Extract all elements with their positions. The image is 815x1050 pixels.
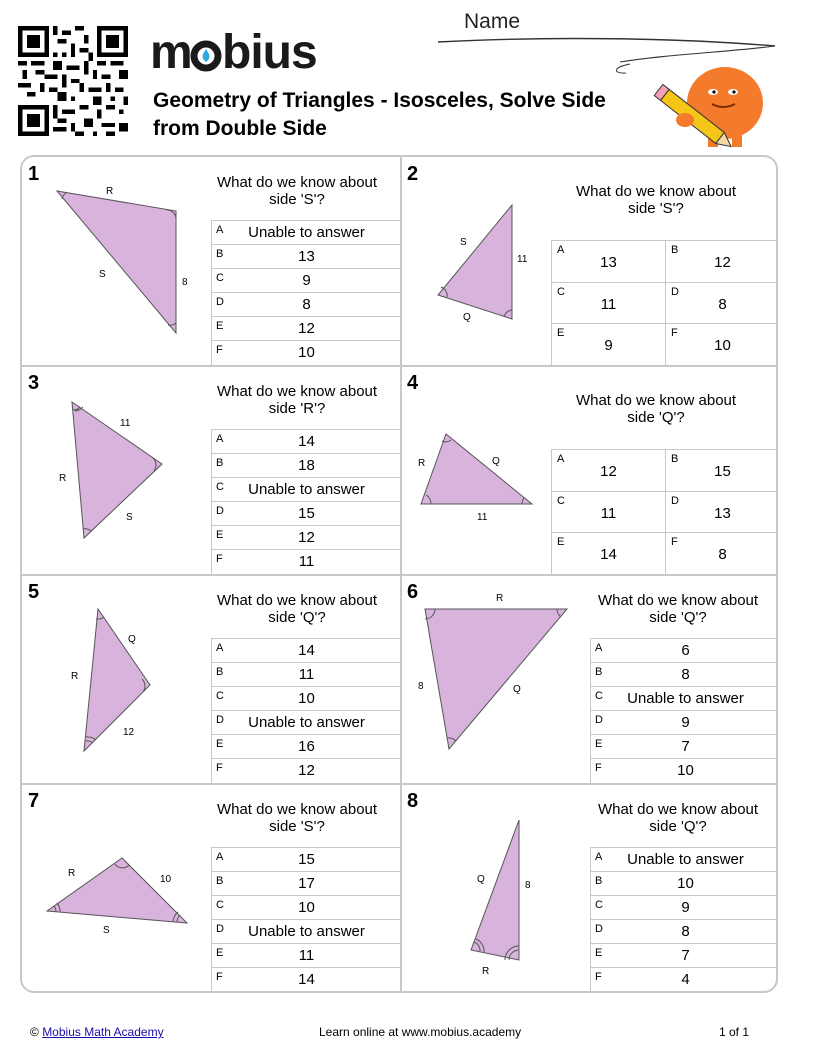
option-value: Unable to answer [248, 224, 365, 241]
problem-number: 3 [28, 372, 40, 394]
option-letter: F [216, 762, 223, 774]
side-label: R [482, 966, 490, 977]
answer-option[interactable] [211, 341, 401, 365]
option-value: 9 [302, 272, 311, 289]
option-value: 10 [298, 690, 315, 707]
answer-option[interactable] [211, 848, 401, 872]
option-value: 18 [298, 457, 315, 474]
side-label: 8 [418, 681, 424, 692]
question-text: What do we know about side 'S'? [216, 174, 378, 208]
answer-option[interactable] [211, 687, 401, 711]
question-text: What do we know about side 'Q'? [597, 801, 759, 835]
answer-option[interactable] [590, 639, 778, 663]
side-label: 10 [160, 874, 172, 885]
question-text: What do we know about side 'S'? [216, 801, 378, 835]
option-letter: B [595, 666, 603, 678]
qr-code [18, 26, 128, 136]
side-label: R [496, 593, 504, 604]
copyright-symbol: © [30, 1025, 39, 1039]
option-value: Unable to answer [248, 481, 365, 498]
option-value: 8 [681, 923, 690, 940]
problem-number: 2 [407, 163, 419, 185]
option-value: 8 [718, 546, 727, 563]
option-value: 12 [298, 320, 315, 337]
option-letter: F [595, 971, 602, 983]
answer-option[interactable] [211, 663, 401, 687]
option-value: 13 [714, 504, 731, 522]
answer-option[interactable] [590, 920, 778, 944]
answer-option[interactable] [551, 492, 665, 534]
side-label: S [103, 925, 110, 936]
answer-option[interactable] [551, 533, 665, 575]
question-text: What do we know about side 'Q'? [575, 392, 737, 426]
mobius-academy-link[interactable]: Mobius Math Academy [42, 1025, 164, 1039]
triangle-figure [22, 575, 212, 784]
option-value: 14 [298, 433, 315, 450]
option-value: 9 [681, 899, 690, 916]
side-label: 11 [517, 254, 528, 265]
answer-option[interactable] [590, 872, 778, 896]
option-value: 14 [298, 971, 315, 988]
answer-option[interactable] [211, 759, 401, 783]
answer-options [211, 220, 401, 365]
side-label: Q [128, 634, 136, 645]
option-value: 12 [600, 463, 617, 480]
answer-option[interactable] [211, 245, 401, 269]
answer-option[interactable] [211, 502, 401, 526]
option-value: Unable to answer [248, 923, 365, 940]
answer-options [211, 847, 401, 992]
option-letter: B [216, 666, 224, 678]
triangle-figure [401, 157, 551, 366]
mobius-logo [150, 26, 360, 74]
option-letter: D [216, 296, 224, 308]
triangle-figure [401, 784, 591, 993]
answer-option[interactable] [590, 711, 778, 735]
option-value: 10 [298, 899, 315, 916]
answer-option[interactable] [590, 687, 778, 711]
option-letter: C [216, 690, 224, 702]
option-letter: E [216, 529, 224, 541]
option-value: 4 [681, 971, 690, 988]
option-value: 11 [298, 947, 315, 964]
triangle-figure [22, 784, 212, 993]
option-letter: D [595, 714, 603, 726]
answer-option[interactable] [211, 550, 401, 574]
answer-option[interactable] [590, 663, 778, 687]
answer-options [551, 240, 778, 366]
triangle-figure [401, 575, 591, 784]
problem-2 [401, 157, 778, 366]
option-value: 9 [604, 337, 613, 354]
answer-option[interactable] [665, 283, 778, 325]
answer-options [211, 638, 401, 783]
side-label: Q [477, 874, 485, 885]
option-value: 7 [681, 947, 690, 964]
option-letter: E [595, 738, 603, 750]
option-letter: A [595, 851, 603, 863]
page-number: 1 of 1 [719, 1025, 750, 1039]
option-letter: C [595, 690, 603, 702]
side-label: Q [463, 312, 471, 323]
triangle-figure [401, 366, 551, 575]
option-value: 15 [298, 505, 315, 522]
problem-number: 8 [407, 790, 419, 812]
problem-1 [22, 157, 401, 366]
option-value: 14 [600, 546, 617, 563]
answer-option[interactable] [665, 450, 778, 492]
answer-option[interactable] [665, 324, 778, 366]
option-value: 14 [298, 642, 315, 659]
option-letter: A [595, 642, 603, 654]
option-value: 12 [298, 762, 315, 779]
option-value: 10 [677, 875, 694, 892]
svg-text:m: m [150, 26, 192, 74]
option-letter: B [671, 453, 679, 465]
answer-option[interactable] [211, 526, 401, 550]
option-letter: A [216, 851, 224, 863]
option-letter: B [216, 248, 224, 260]
option-value: 6 [681, 642, 690, 659]
option-value: 7 [681, 738, 690, 755]
option-letter: B [216, 457, 224, 469]
option-letter: F [671, 327, 678, 339]
answer-options [211, 429, 401, 574]
answer-option[interactable] [665, 492, 778, 534]
side-label: S [460, 237, 467, 248]
option-value: 8 [718, 295, 727, 313]
option-letter: D [595, 923, 603, 935]
answer-option[interactable] [211, 317, 401, 341]
option-value: 11 [600, 295, 617, 313]
option-letter: C [216, 481, 224, 493]
triangle-figure [22, 157, 212, 366]
problem-number: 5 [28, 581, 40, 603]
option-letter: E [216, 738, 224, 750]
answer-option[interactable] [211, 639, 401, 663]
question-text: What do we know about side 'Q'? [597, 592, 759, 626]
option-letter: C [595, 899, 603, 911]
triangle-figure [22, 366, 212, 575]
side-label: 8 [525, 880, 531, 891]
option-letter: E [216, 947, 224, 959]
answer-option[interactable] [211, 896, 401, 920]
answer-option[interactable] [211, 872, 401, 896]
option-letter: A [216, 642, 224, 654]
problem-number: 6 [407, 581, 419, 603]
side-label: S [99, 269, 106, 280]
option-value: 8 [681, 666, 690, 683]
option-value: Unable to answer [627, 851, 744, 868]
side-label: R [68, 868, 76, 879]
option-value: 16 [298, 738, 315, 755]
option-value: Unable to answer [627, 690, 744, 707]
answer-option[interactable] [551, 283, 665, 325]
answer-option[interactable] [590, 896, 778, 920]
side-label: 11 [120, 418, 131, 429]
side-label: 8 [182, 277, 188, 288]
option-letter: B [595, 875, 603, 887]
answer-option[interactable] [211, 711, 401, 735]
answer-option[interactable] [211, 221, 401, 245]
option-value: 11 [600, 504, 617, 522]
option-letter: D [216, 505, 224, 517]
option-value: 12 [714, 254, 731, 271]
option-letter: A [557, 244, 565, 256]
answer-option[interactable] [211, 293, 401, 317]
option-value: 13 [298, 248, 315, 265]
option-letter: A [557, 453, 565, 465]
problem-3 [22, 366, 401, 575]
option-value: 8 [302, 296, 311, 313]
option-value: 10 [298, 344, 315, 361]
answer-option[interactable] [590, 968, 778, 992]
option-letter: E [216, 320, 224, 332]
svg-text:bius: bius [222, 26, 317, 74]
side-label: R [59, 473, 67, 484]
side-label: Q [513, 684, 521, 695]
answer-option[interactable] [211, 968, 401, 992]
problem-number: 1 [28, 163, 40, 185]
option-letter: A [216, 224, 224, 236]
option-letter: D [216, 923, 224, 935]
option-value: 11 [298, 553, 315, 570]
answer-options [590, 638, 778, 783]
option-letter: D [216, 714, 224, 726]
question-text: What do we know about side 'S'? [575, 183, 737, 217]
problem-8 [401, 784, 778, 993]
answer-option[interactable] [211, 920, 401, 944]
answer-option[interactable] [590, 735, 778, 759]
option-letter: C [216, 899, 224, 911]
answer-option[interactable] [665, 241, 778, 283]
option-letter: A [216, 433, 224, 445]
side-label: R [418, 458, 426, 469]
problem-6 [401, 575, 778, 784]
answer-options [590, 847, 778, 992]
answer-option[interactable] [211, 454, 401, 478]
problem-7 [22, 784, 401, 993]
side-label: S [126, 512, 133, 523]
option-value: 11 [298, 666, 315, 683]
answer-options [551, 449, 778, 575]
problem-number: 7 [28, 790, 40, 812]
option-letter: F [671, 536, 678, 548]
option-letter: B [216, 875, 224, 887]
answer-option[interactable] [211, 735, 401, 759]
option-letter: F [216, 344, 223, 356]
option-value: 12 [298, 529, 315, 546]
problem-grid [20, 155, 778, 993]
option-value: 10 [714, 337, 731, 354]
option-letter: F [595, 762, 602, 774]
side-label: 11 [477, 512, 488, 523]
answer-option[interactable] [211, 430, 401, 454]
question-text: What do we know about side 'R'? [216, 383, 378, 417]
option-letter: E [557, 327, 565, 339]
option-letter: C [216, 272, 224, 284]
answer-option[interactable] [665, 533, 778, 575]
side-label: R [106, 186, 114, 197]
option-letter: C [557, 494, 565, 507]
name-label: Name [464, 10, 521, 33]
problem-4 [401, 366, 778, 575]
option-value: Unable to answer [248, 714, 365, 731]
answer-option[interactable] [590, 759, 778, 783]
option-value: 9 [681, 714, 690, 731]
option-letter: C [557, 285, 565, 298]
answer-option[interactable] [211, 269, 401, 293]
answer-option[interactable] [211, 478, 401, 502]
question-text: What do we know about side 'Q'? [216, 592, 378, 626]
problem-5 [22, 575, 401, 784]
answer-option[interactable] [211, 944, 401, 968]
side-label: Q [492, 456, 500, 467]
option-letter: B [671, 244, 679, 256]
option-letter: F [216, 971, 223, 983]
answer-option[interactable] [551, 450, 665, 492]
footer-copyright [30, 1025, 164, 1039]
option-value: 10 [677, 762, 694, 779]
worksheet-title: Geometry of Triangles - Isosceles, Solve Side from Double Side [153, 89, 606, 140]
side-label: R [71, 671, 79, 682]
mascot-illustration [430, 28, 780, 153]
option-value: 15 [714, 463, 731, 480]
option-letter: F [216, 553, 223, 565]
answer-option[interactable] [590, 848, 778, 872]
option-letter: E [557, 536, 565, 548]
problem-number: 4 [407, 372, 419, 394]
option-letter: E [595, 947, 603, 959]
option-value: 15 [298, 851, 315, 868]
option-value: 13 [600, 254, 617, 271]
option-letter: D [671, 285, 679, 298]
answer-option[interactable] [590, 944, 778, 968]
option-letter: D [671, 494, 679, 507]
option-value: 17 [298, 875, 315, 892]
answer-option[interactable] [551, 241, 665, 283]
footer-website: Learn online at www.mobius.academy [319, 1025, 522, 1039]
side-label: 12 [123, 727, 135, 738]
answer-option[interactable] [551, 324, 665, 366]
